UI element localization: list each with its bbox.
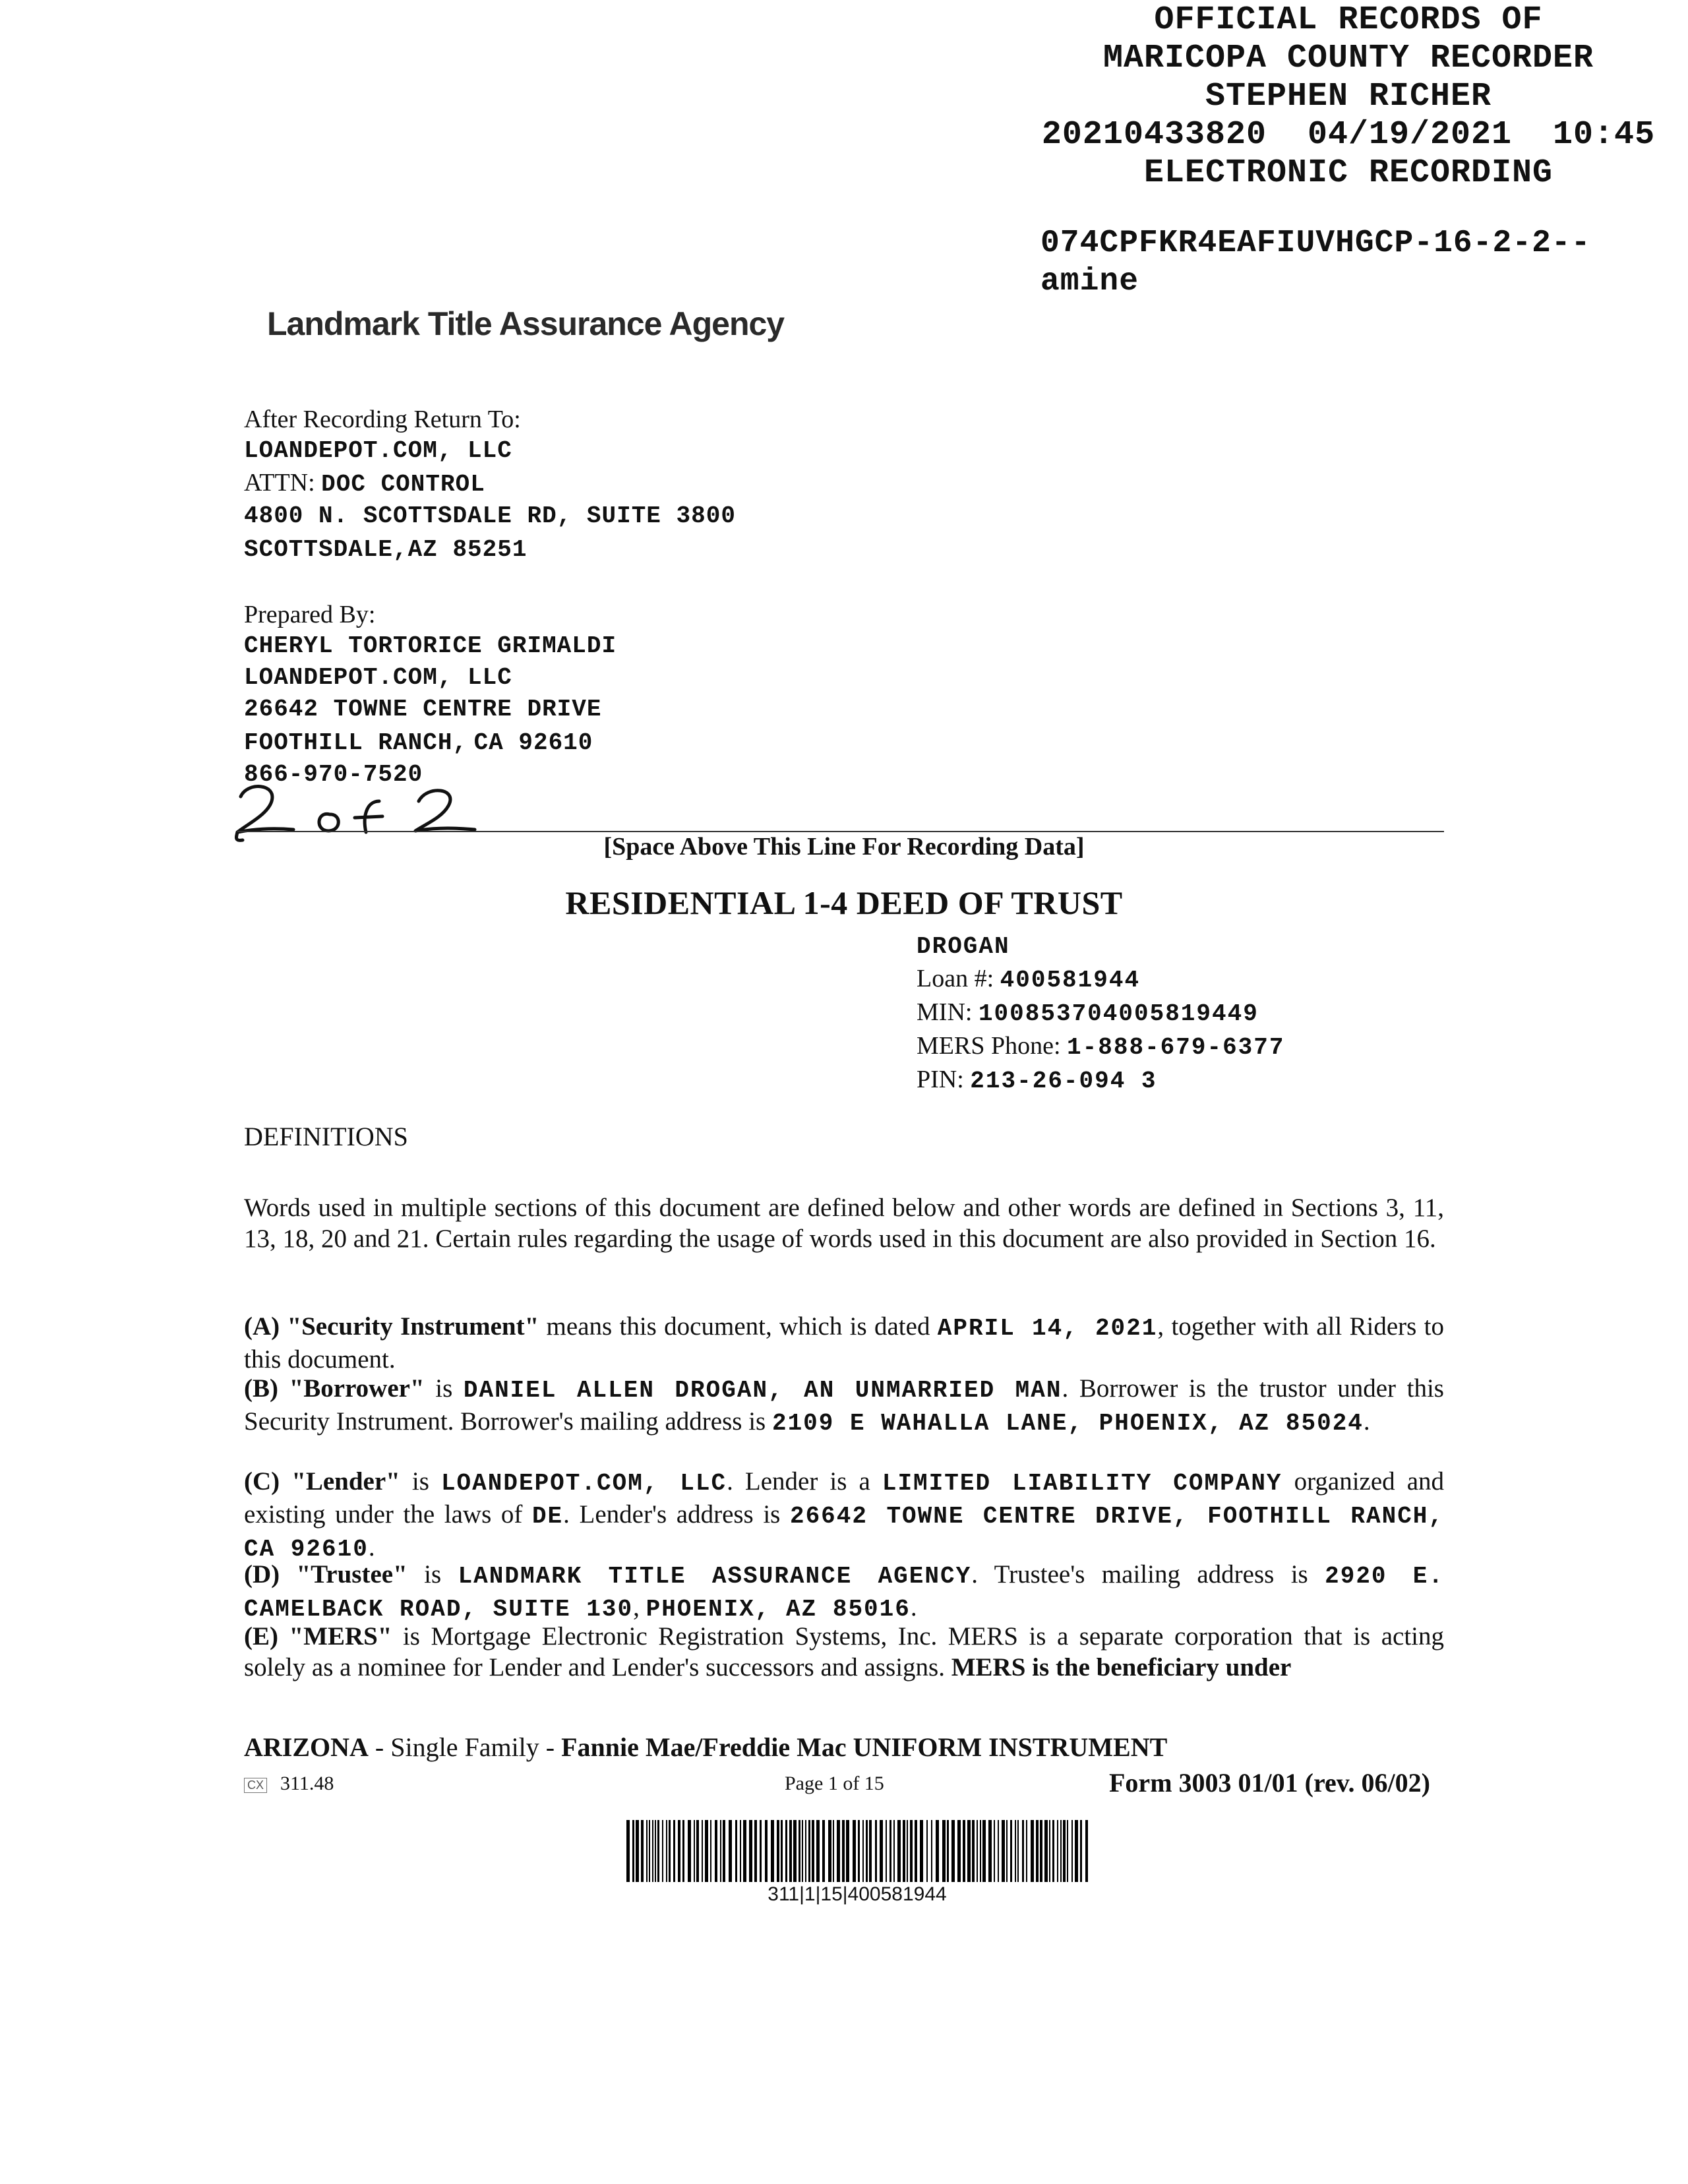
trustee-name: LANDMARK TITLE ASSURANCE AGENCY xyxy=(458,1563,972,1590)
trustee-city: PHOENIX, AZ 85016 xyxy=(646,1596,911,1623)
barcode xyxy=(626,1820,1088,1882)
definition-text: , xyxy=(633,1593,646,1622)
footer-state: ARIZONA xyxy=(244,1732,369,1762)
barcode-bar xyxy=(1071,1820,1073,1882)
barcode-bar xyxy=(771,1820,774,1882)
definition-text: . Lender is a xyxy=(727,1467,882,1496)
definition-text: . Lender's address is xyxy=(563,1500,790,1529)
barcode-bar xyxy=(982,1820,986,1882)
barcode-bar xyxy=(897,1820,901,1882)
definition-e xyxy=(244,1621,1444,1683)
barcode-bar xyxy=(765,1820,768,1882)
barcode-bar xyxy=(743,1820,746,1882)
definition-term: (B) "Borrower" xyxy=(244,1374,425,1403)
definition-text: . Trustee's mailing address is xyxy=(971,1560,1325,1589)
barcode-bar xyxy=(903,1820,905,1882)
min-label: MIN: xyxy=(917,998,973,1026)
barcode-bar xyxy=(1075,1820,1078,1882)
definition-text: . xyxy=(910,1593,917,1622)
barcode-bar xyxy=(808,1820,810,1882)
barcode-bar xyxy=(754,1820,757,1882)
barcode-bar xyxy=(626,1820,630,1882)
return-to-city: SCOTTSDALE, xyxy=(244,536,408,563)
document-title: RESIDENTIAL 1-4 DEED OF TRUST xyxy=(565,884,1123,921)
mers-phone-value: 1-888-679-6377 xyxy=(1067,1034,1285,1061)
barcode-bar xyxy=(936,1820,939,1882)
prepared-by-label: Prepared By: xyxy=(244,601,376,628)
barcode-bar xyxy=(893,1820,895,1882)
barcode-bar xyxy=(723,1820,725,1882)
barcode-bar xyxy=(669,1820,671,1882)
barcode-bar xyxy=(1067,1820,1068,1882)
mers-phone-label: MERS Phone: xyxy=(917,1032,1061,1060)
barcode-bar xyxy=(682,1820,684,1882)
handwritten-f xyxy=(355,801,382,832)
barcode-bar xyxy=(793,1820,797,1882)
barcode-bar xyxy=(951,1820,955,1882)
barcode-bar xyxy=(785,1820,787,1882)
barcode-bar xyxy=(886,1820,887,1882)
pin-label: PIN: xyxy=(917,1066,964,1093)
barcode-bar xyxy=(710,1820,711,1882)
barcode-bar xyxy=(858,1820,860,1882)
return-to-state-zip: AZ 85251 xyxy=(407,536,528,563)
barcode-bar xyxy=(931,1820,932,1882)
definition-text: is xyxy=(424,1374,464,1403)
mers-beneficiary-text: MERS is the beneficiary under xyxy=(951,1653,1292,1682)
barcode-bar xyxy=(702,1820,703,1882)
barcode-bar xyxy=(866,1820,868,1882)
definition-a xyxy=(244,1311,1444,1375)
barcode-bar xyxy=(655,1820,656,1882)
cx-logo: CX xyxy=(244,1778,267,1793)
definition-term: (E) "MERS" xyxy=(244,1622,392,1651)
barcode-bar xyxy=(649,1820,650,1882)
borrower-address: 2109 E WAHALLA LANE, PHOENIX, AZ 85024 xyxy=(771,1410,1364,1437)
barcode-bar xyxy=(822,1820,825,1882)
definition-text: is xyxy=(407,1560,458,1589)
loan-number-value: 400581944 xyxy=(1000,967,1141,994)
definition-text: . Borrower is the trustor under this Security Instrument. Borrower's mailing address is xyxy=(244,1374,1444,1436)
definition-b xyxy=(244,1373,1444,1439)
barcode-bar xyxy=(980,1820,981,1882)
definition-term: (D) "Trustee" xyxy=(244,1560,407,1589)
handwritten-o xyxy=(319,814,338,831)
loan-number-label: Loan #: xyxy=(917,965,994,992)
definition-text: organized and existing under the laws of xyxy=(244,1467,1445,1529)
barcode-bar xyxy=(869,1820,872,1882)
stamp-code-line2: amine xyxy=(1040,264,1139,299)
barcode-bar xyxy=(842,1820,845,1882)
barcode-bar xyxy=(662,1820,663,1882)
page-number: Page 1 of 15 xyxy=(785,1773,884,1794)
barcode-bar xyxy=(833,1820,834,1882)
barcode-bar xyxy=(994,1820,995,1882)
preparer-city: FOOTHILL RANCH, xyxy=(244,729,468,756)
agency-header: Landmark Title Assurance Agency xyxy=(267,305,785,342)
barcode-bar xyxy=(1022,1820,1024,1882)
barcode-bar xyxy=(947,1820,949,1882)
barcode-bar xyxy=(749,1820,752,1882)
space-above-line xyxy=(0,832,1688,861)
barcode-bar xyxy=(646,1820,648,1882)
barcode-bar xyxy=(812,1820,814,1882)
barcode-bar xyxy=(1060,1820,1062,1882)
barcode-bar xyxy=(789,1820,792,1882)
lender-entity-type: LIMITED LIABILITY COMPANY xyxy=(882,1470,1282,1497)
barcode-bar xyxy=(1044,1820,1048,1882)
preparer-name: CHERYL TORTORICE GRIMALDI xyxy=(244,632,617,659)
barcode-bar xyxy=(1006,1820,1008,1882)
barcode-bar xyxy=(735,1820,737,1882)
barcode-bar xyxy=(853,1820,856,1882)
barcode-bar xyxy=(694,1820,695,1882)
return-to-block xyxy=(244,404,736,566)
borrower-last-name: DROGAN xyxy=(917,933,1010,960)
stamp-line: STEPHEN RICHER xyxy=(1205,78,1492,115)
barcode-bar xyxy=(942,1820,946,1882)
definition-text: , together with all Riders to this document. xyxy=(244,1312,1444,1374)
barcode-bar xyxy=(1017,1820,1019,1882)
barcode-bar xyxy=(972,1820,975,1882)
return-to-label: After Recording Return To: xyxy=(244,406,521,433)
barcode-bar xyxy=(920,1820,923,1882)
barcode-bar xyxy=(1010,1820,1012,1882)
barcode-bar xyxy=(688,1820,691,1882)
barcode-text: 311|1|15|400581944 xyxy=(768,1883,947,1905)
barcode-bar xyxy=(977,1820,978,1882)
barcode-bar xyxy=(967,1820,971,1882)
definition-text: . xyxy=(1363,1407,1370,1436)
borrower-name: DANIEL ALLEN DROGAN, AN UNMARRIED MAN xyxy=(463,1377,1062,1404)
footer-text: - Single Family - xyxy=(368,1732,562,1762)
barcode-bar xyxy=(802,1820,803,1882)
definition-c xyxy=(244,1466,1444,1565)
barcode-bar xyxy=(907,1820,908,1882)
preparer-state-zip: CA 92610 xyxy=(473,729,593,756)
recorder-stamp xyxy=(1015,1,1681,193)
barcode-bar xyxy=(678,1820,680,1882)
definition-text: is Mortgage Electronic Registration Systems, Inc. MERS is a separate corporation that is acting solely as a nominee for Lender and Lender's successors and assigns. xyxy=(244,1622,1444,1682)
barcode-bar xyxy=(1040,1820,1042,1882)
preparer-address1: 26642 TOWNE CENTRE DRIVE xyxy=(244,696,602,723)
barcode-bar xyxy=(1063,1820,1066,1882)
barcode-bar xyxy=(1036,1820,1039,1882)
barcode-bar xyxy=(1049,1820,1050,1882)
stamp-line: MARICOPA COUNTY RECORDER xyxy=(1102,40,1594,77)
stamp-line: ELECTRONIC RECORDING xyxy=(1143,154,1553,192)
barcode-bar xyxy=(1052,1820,1054,1882)
barcode-bar xyxy=(805,1820,806,1882)
barcode-bar xyxy=(652,1820,653,1882)
barcode-bar xyxy=(875,1820,877,1882)
lender-name: LOANDEPOT.COM, LLC xyxy=(440,1470,727,1497)
attn-value: DOC CONTROL xyxy=(321,471,485,498)
barcode-bar xyxy=(777,1820,779,1882)
barcode-bar xyxy=(1002,1820,1005,1882)
barcode-bar xyxy=(957,1820,961,1882)
footer-instrument-line xyxy=(244,1732,1167,1763)
definition-text: . xyxy=(368,1533,375,1562)
pin-value: 213-26-094 3 xyxy=(970,1068,1157,1095)
handwritten-digit-2 xyxy=(237,787,293,832)
barcode-bar xyxy=(729,1820,732,1882)
barcode-bar xyxy=(915,1820,917,1882)
barcode-bar xyxy=(636,1820,639,1882)
instrument-date: APRIL 14, 2021 xyxy=(937,1315,1158,1342)
stamp-code xyxy=(1040,224,1591,301)
barcode-bar xyxy=(673,1820,675,1882)
loan-info-block xyxy=(917,931,1285,1097)
definitions-heading: DEFINITIONS xyxy=(244,1122,408,1151)
form-number: Form 3003 01/01 (rev. 06/02) xyxy=(1109,1768,1430,1798)
barcode-bar xyxy=(988,1820,992,1882)
preparer-company: LOANDEPOT.COM, LLC xyxy=(244,664,512,691)
barcode-bar xyxy=(1057,1820,1058,1882)
barcode-bar xyxy=(1026,1820,1027,1882)
barcode-bar xyxy=(799,1820,800,1882)
footer-code-value: 311.48 xyxy=(280,1773,334,1794)
barcode-bar xyxy=(705,1820,708,1882)
footer-code xyxy=(244,1773,334,1795)
return-to-address1: 4800 N. SCOTTSDALE RD, SUITE 3800 xyxy=(244,502,736,530)
stamp-line: OFFICIAL RECORDS OF xyxy=(1154,1,1543,39)
definition-d xyxy=(244,1559,1444,1625)
barcode-bar xyxy=(816,1820,820,1882)
attn-label: ATTN: xyxy=(244,469,315,497)
barcode-bar xyxy=(740,1820,741,1882)
stamp-recording-number: 20210433820 04/19/2021 10:45 xyxy=(1041,116,1656,154)
barcode-bar xyxy=(1031,1820,1034,1882)
barcode-bar xyxy=(1015,1820,1016,1882)
definition-text: means this document, which is dated xyxy=(539,1312,938,1341)
space-above-text: [Space Above This Line For Recording Data] xyxy=(603,833,1085,861)
trustee-address: 2920 E. CAMELBACK ROAD, SUITE 130 xyxy=(244,1563,1444,1623)
preparer-phone: 866-970-7520 xyxy=(244,761,423,788)
barcode-bar xyxy=(846,1820,849,1882)
barcode-bar xyxy=(910,1820,913,1882)
stamp-code-line1: 074CPFKR4EAFIUVHGCP-16-2-2-- xyxy=(1040,226,1591,261)
definitions-intro: Words used in multiple sections of this document are defined below and other words are defined in Sections 3, 11, 13, 18, 20 and 21. Certain rules regarding the usage of words used in this document are also provided in Section 16. xyxy=(244,1194,1444,1253)
definition-term: (C) "Lender" xyxy=(244,1467,400,1496)
barcode-bar xyxy=(715,1820,717,1882)
lender-address: 26642 TOWNE CENTRE DRIVE, FOOTHILL RANCH, CA 92610 xyxy=(244,1503,1444,1563)
barcode-bar xyxy=(657,1820,659,1882)
barcode-bar xyxy=(862,1820,864,1882)
barcode-bar xyxy=(926,1820,928,1882)
definition-term: (A) "Security Instrument" xyxy=(244,1312,539,1341)
barcode-bar xyxy=(880,1820,883,1882)
barcode-bar xyxy=(889,1820,891,1882)
min-value: 100853704005819449 xyxy=(978,1000,1259,1027)
definition-text: is xyxy=(400,1467,441,1496)
barcode-bar xyxy=(781,1820,783,1882)
barcode-bar xyxy=(641,1820,644,1882)
barcode-bar xyxy=(998,1820,999,1882)
barcode-bar xyxy=(1085,1820,1088,1882)
barcode-bar xyxy=(632,1820,634,1882)
prepared-by-block xyxy=(244,599,617,791)
barcode-bar xyxy=(963,1820,965,1882)
barcode-bar xyxy=(666,1820,667,1882)
barcode-bar xyxy=(837,1820,840,1882)
footer-instrument: Fannie Mae/Freddie Mac UNIFORM INSTRUMENT xyxy=(561,1732,1168,1762)
barcode-bar xyxy=(720,1820,721,1882)
barcode-bar xyxy=(828,1820,831,1882)
lender-state: DE xyxy=(531,1503,564,1530)
barcode-bar xyxy=(760,1820,762,1882)
return-to-company: LOANDEPOT.COM, LLC xyxy=(244,437,512,464)
handwritten-digit-2b xyxy=(415,791,475,831)
barcode-bar xyxy=(696,1820,699,1882)
barcode-bar xyxy=(1080,1820,1082,1882)
